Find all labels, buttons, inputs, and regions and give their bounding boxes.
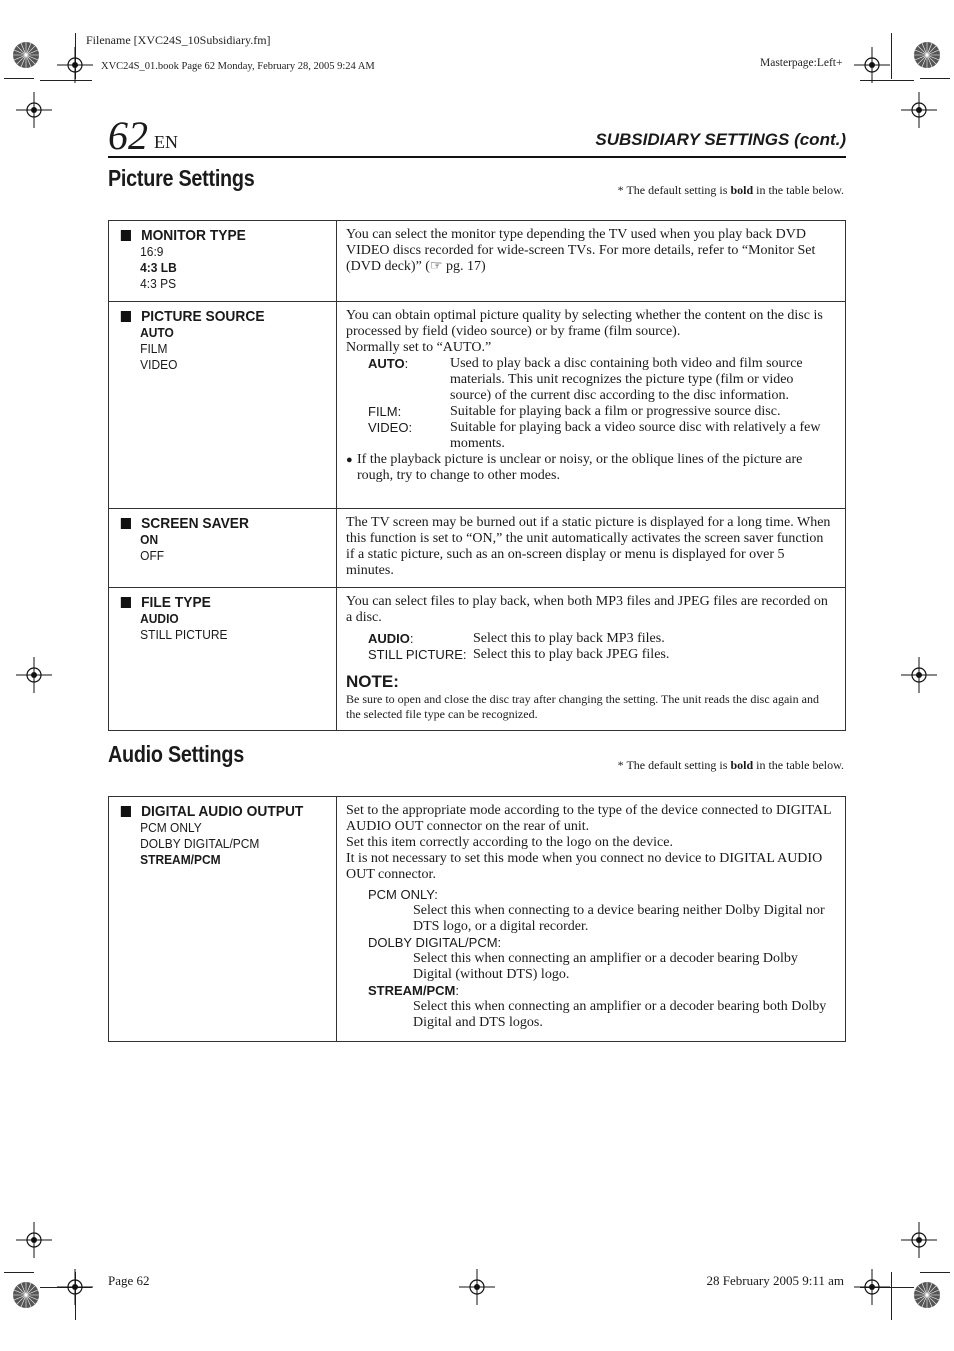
picture-settings-table — [108, 220, 846, 731]
crop-line — [891, 33, 892, 79]
note-body: Be sure to open and close the disc tray after changing the setting. The unit reads the disc again and the selected file type can be recognized. — [346, 692, 819, 721]
setting-description-cell — [337, 797, 846, 1042]
page-header-title: SUBSIDIARY SETTINGS (cont.) — [595, 130, 846, 149]
option-on-default: ON — [140, 532, 159, 547]
audio-paragraph-2: Set this item correctly according to the logo on the device. — [346, 835, 673, 850]
setting-title: SCREEN SAVER — [119, 515, 311, 532]
option-film: FILM — [140, 341, 168, 356]
color-bar-rosette-icon — [12, 1281, 40, 1309]
color-bar-rosette-icon — [913, 1281, 941, 1309]
setting-title: DIGITAL AUDIO OUTPUT — [119, 803, 311, 820]
picture-source-intro: You can obtain optimal picture quality by selecting whether the content on the disc is processed by field (video source) or by frame (film source). — [346, 308, 823, 339]
mode-label: FILM: — [368, 404, 402, 419]
print-masterpage: Masterpage:Left+ — [760, 57, 843, 69]
option-dolby-digital-pcm: DOLBY DIGITAL/PCM — [140, 836, 260, 851]
setting-description-cell — [337, 302, 846, 509]
audio-settings-table — [108, 796, 846, 1042]
mode-description: Select this to play back MP3 files. — [473, 631, 665, 646]
mode-label: DOLBY DIGITAL/PCM: — [368, 935, 502, 950]
page-language: EN — [154, 132, 178, 152]
option-4-3-ps: 4:3 PS — [140, 276, 177, 291]
square-bullet-icon — [121, 518, 131, 529]
setting-name-cell — [109, 797, 337, 1042]
registration-mark-icon — [901, 92, 937, 128]
registration-mark-icon — [901, 1222, 937, 1258]
page-header — [108, 113, 846, 158]
picture-source-normally: Normally set to “AUTO.” — [346, 340, 492, 355]
mode-description: Select this to play back JPEG files. — [473, 647, 670, 662]
mode-description: Used to play back a disc containing both video and film source materials. This unit recognizes the picture type (film or video source) of the current disc according to the disc information. — [450, 356, 803, 403]
page-number: 62 — [108, 113, 148, 158]
bullet-dot-icon: ● — [346, 454, 353, 466]
color-bar-rosette-icon — [12, 41, 40, 69]
tip-bullet — [346, 452, 835, 484]
color-bar-rosette-icon — [913, 41, 941, 69]
square-bullet-icon — [121, 311, 131, 322]
crop-line — [4, 78, 34, 79]
picture-settings-title: Picture Settings — [108, 165, 255, 191]
mode-label: AUTO — [368, 356, 405, 371]
mode-label: STILL PICTURE: — [368, 647, 467, 662]
registration-mark-icon — [459, 1269, 495, 1305]
option-video: VIDEO — [140, 357, 178, 372]
audio-paragraph-3: It is not necessary to set this mode when you connect no device to DIGITAL AUDIO OUT connector. — [346, 851, 823, 882]
option-audio-default: AUDIO — [140, 611, 179, 626]
table-row-screen-saver — [109, 509, 846, 588]
registration-mark-icon — [57, 47, 93, 83]
setting-description-cell — [337, 588, 846, 731]
mode-label: VIDEO: — [368, 420, 413, 435]
audio-default-note: * The default setting is bold in the table below. — [617, 758, 844, 772]
mode-video-row — [346, 420, 835, 452]
audio-modes — [346, 887, 835, 1031]
option-16-9: 16:9 — [140, 244, 164, 259]
mode-description: Select this when connecting an amplifier or a decoder bearing Dolby Digital (without DTS) logo. — [413, 951, 798, 982]
registration-mark-icon — [57, 1269, 93, 1305]
setting-description-cell — [337, 509, 846, 588]
registration-mark-icon — [16, 657, 52, 693]
option-off: OFF — [140, 548, 165, 563]
monitor-type-description: You can select the monitor type depending the TV used when you play back DVD VIDEO discs recorded for wide-screen TVs. For more details, refer to “Monitor Set (DVD deck)” (☞ pg. 17) — [346, 227, 816, 274]
registration-mark-icon — [854, 47, 890, 83]
audio-settings-title: Audio Settings — [108, 741, 244, 767]
footer-page-label: Page 62 — [108, 1273, 150, 1288]
tip-text: If the playback picture is unclear or noisy, or the oblique lines of the picture are rough, try to change to other modes. — [357, 452, 803, 483]
option-still-picture: STILL PICTURE — [140, 627, 228, 642]
table-row-picture-source — [109, 302, 846, 509]
setting-description-cell — [337, 221, 846, 302]
picture-default-note: * The default setting is bold in the table below. — [617, 183, 844, 197]
option-auto-default: AUTO — [140, 325, 174, 340]
mode-film-row — [346, 404, 835, 420]
crop-line — [920, 1272, 950, 1273]
setting-name-cell — [109, 302, 337, 509]
registration-mark-icon — [16, 92, 52, 128]
mode-description: Suitable for playing back a film or progressive source disc. — [450, 404, 781, 419]
registration-mark-icon — [16, 1222, 52, 1258]
screen-saver-description: The TV screen may be burned out if a static picture is displayed for a long time. When this function is set to “ON,” the unit automatically activates the screen saver function if a static picture, such as an on-screen display or menu is displayed for over 5 minutes. — [346, 515, 831, 578]
crop-line — [4, 1272, 34, 1273]
mode-description: Suitable for playing back a video source disc with relatively a few moments. — [450, 420, 821, 451]
square-bullet-icon — [121, 806, 131, 817]
option-4-3-lb-default: 4:3 LB — [140, 260, 177, 275]
print-book-info: XVC24S_01.book Page 62 Monday, February 28, 2005 9:24 AM — [101, 61, 375, 72]
note-heading: NOTE: — [346, 672, 399, 691]
crop-line — [891, 1272, 892, 1320]
mode-audio-row: AUDIO: Select this to play back MP3 files. — [346, 631, 835, 647]
square-bullet-icon — [121, 230, 131, 241]
table-row-digital-audio-output — [109, 797, 846, 1042]
setting-title: FILE TYPE — [119, 594, 311, 611]
registration-mark-icon — [854, 1269, 890, 1305]
mode-label-row: STREAM/PCM: — [368, 983, 460, 998]
setting-title: PICTURE SOURCE — [119, 308, 311, 325]
mode-label: AUDIO — [368, 631, 410, 646]
file-type-intro: You can select files to play back, when both MP3 files and JPEG files are recorded on a disc. — [346, 594, 828, 625]
square-bullet-icon — [121, 597, 131, 608]
audio-paragraph-1: Set to the appropriate mode according to the type of the device connected to DIGITAL AUDIO OUT connector on the rear of unit. — [346, 803, 832, 834]
table-row-file-type — [109, 588, 846, 731]
registration-mark-icon — [901, 657, 937, 693]
mode-label: STREAM/PCM — [368, 983, 456, 998]
mode-still-row — [346, 647, 835, 663]
footer-timestamp: 28 February 2005 9:11 am — [706, 1273, 844, 1288]
setting-name-cell — [109, 221, 337, 302]
mode-label: PCM ONLY: — [368, 887, 438, 902]
option-stream-pcm-default: STREAM/PCM — [140, 852, 221, 867]
table-row-monitor-type — [109, 221, 846, 302]
mode-description: Select this when connecting to a device bearing neither Dolby Digital nor DTS logo, or a digital recorder. — [413, 903, 825, 934]
print-filename: Filename [XVC24S_10Subsidiary.fm] — [86, 33, 271, 47]
setting-name-cell — [109, 588, 337, 731]
setting-title: MONITOR TYPE — [119, 227, 311, 244]
mode-auto-row: AUTO: Used to play back a disc containing both video and film source materials. This unit recognizes the picture type (film or video source) of the current disc according to the disc information. — [346, 356, 835, 404]
crop-line — [920, 78, 950, 79]
setting-name-cell — [109, 509, 337, 588]
mode-description: Select this when connecting an amplifier or a decoder bearing both Dolby Digital and DTS logos. — [413, 999, 827, 1030]
option-pcm-only: PCM ONLY — [140, 820, 202, 835]
